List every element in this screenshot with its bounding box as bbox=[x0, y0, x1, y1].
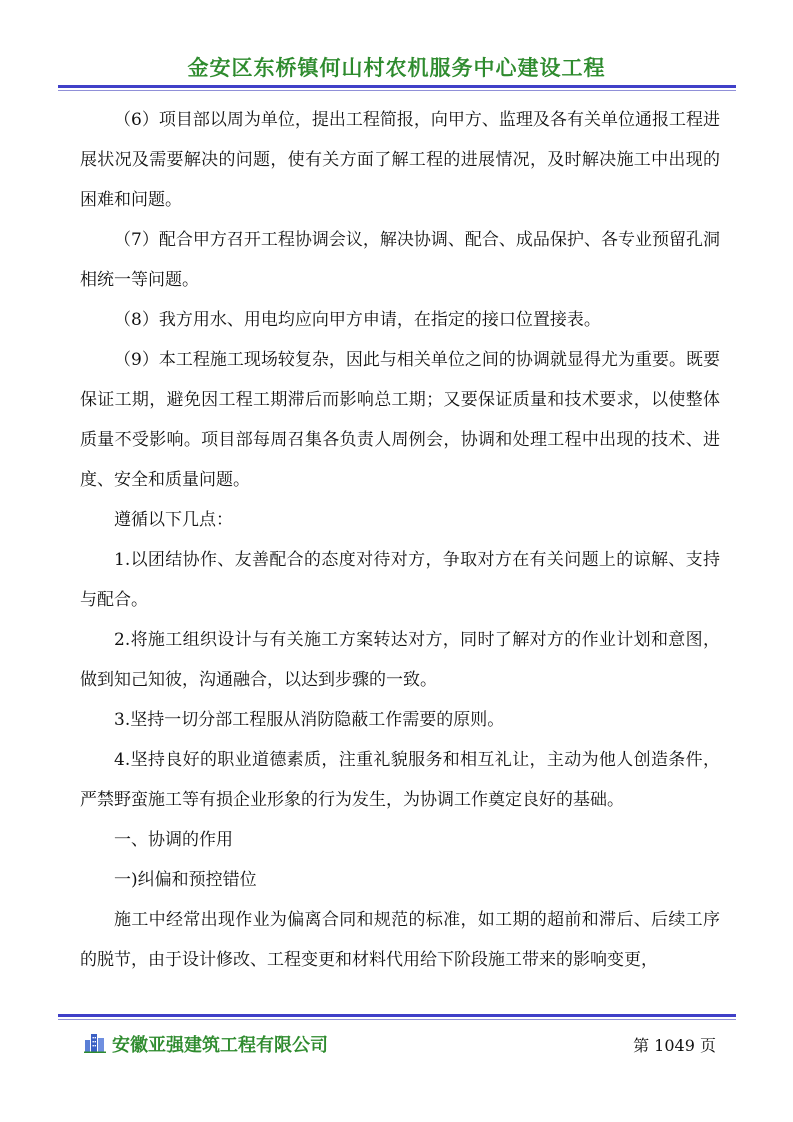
header-rule-thick bbox=[58, 85, 736, 88]
paragraph: 遵循以下几点： bbox=[114, 510, 233, 530]
header-rule-thin bbox=[58, 90, 736, 91]
section-heading: 一、协调的作用 bbox=[114, 830, 233, 850]
paragraph: 3.坚持一切分部工程服从消防隐蔽工作需要的原则。 bbox=[114, 710, 505, 730]
paragraph: 2.将施工组织设计与有关施工方案转达对方，同时了解对方的作业计划和意图，做到知己知彼，沟通融合，以达到步骤的一致。 bbox=[80, 630, 720, 690]
footer-page-number: 第 1049 页 bbox=[633, 1036, 716, 1055]
subsection-heading: 一)纠偏和预控错位 bbox=[114, 870, 257, 890]
paragraph: （8）我方用水、用电均应向甲方申请，在指定的接口位置接表。 bbox=[114, 310, 601, 330]
document-body bbox=[80, 100, 720, 980]
building-logo-icon bbox=[84, 1031, 106, 1053]
paragraph: 施工中经常出现作业为偏离合同和规范的标准，如工期的超前和滞后、后续工序的脱节，由于设计修改、工程变更和材料代用给下阶段施工带来的影响变更， bbox=[80, 910, 720, 970]
page-header-title: 金安区东桥镇何山村农机服务中心建设工程 bbox=[187, 55, 606, 80]
paragraph: 4.坚持良好的职业道德素质，注重礼貌服务和相互礼让，主动为他人创造条件，严禁野蛮施工等有损企业形象的行为发生，为协调工作奠定良好的基础。 bbox=[80, 750, 720, 810]
footer-rule-thick bbox=[58, 1014, 736, 1017]
page-footer bbox=[84, 1027, 724, 1061]
footer-company-name: 安徽亚强建筑工程有限公司 bbox=[112, 1035, 328, 1056]
paragraph: （7）配合甲方召开工程协调会议，解决协调、配合、成品保护、各专业预留孔洞相统一等问题。 bbox=[80, 230, 720, 290]
paragraph: （9）本工程施工现场较复杂，因此与相关单位之间的协调就显得尤为重要。既要保证工期，避免因工程工期滞后而影响总工期；又要保证质量和技术要求，以使整体质量不受影响。项目部每周召集各负责人周例会，协调和处理工程中出现的技术、进度、安全和质量问题。 bbox=[80, 350, 720, 490]
paragraph: 1.以团结协作、友善配合的态度对待对方，争取对方在有关问题上的谅解、支持与配合。 bbox=[80, 550, 720, 610]
paragraph: （6）项目部以周为单位，提出工程简报，向甲方、监理及各有关单位通报工程进展状况及需要解决的问题，使有关方面了解工程的进展情况，及时解决施工中出现的困难和问题。 bbox=[80, 110, 720, 210]
footer-rule-thin bbox=[58, 1019, 736, 1020]
